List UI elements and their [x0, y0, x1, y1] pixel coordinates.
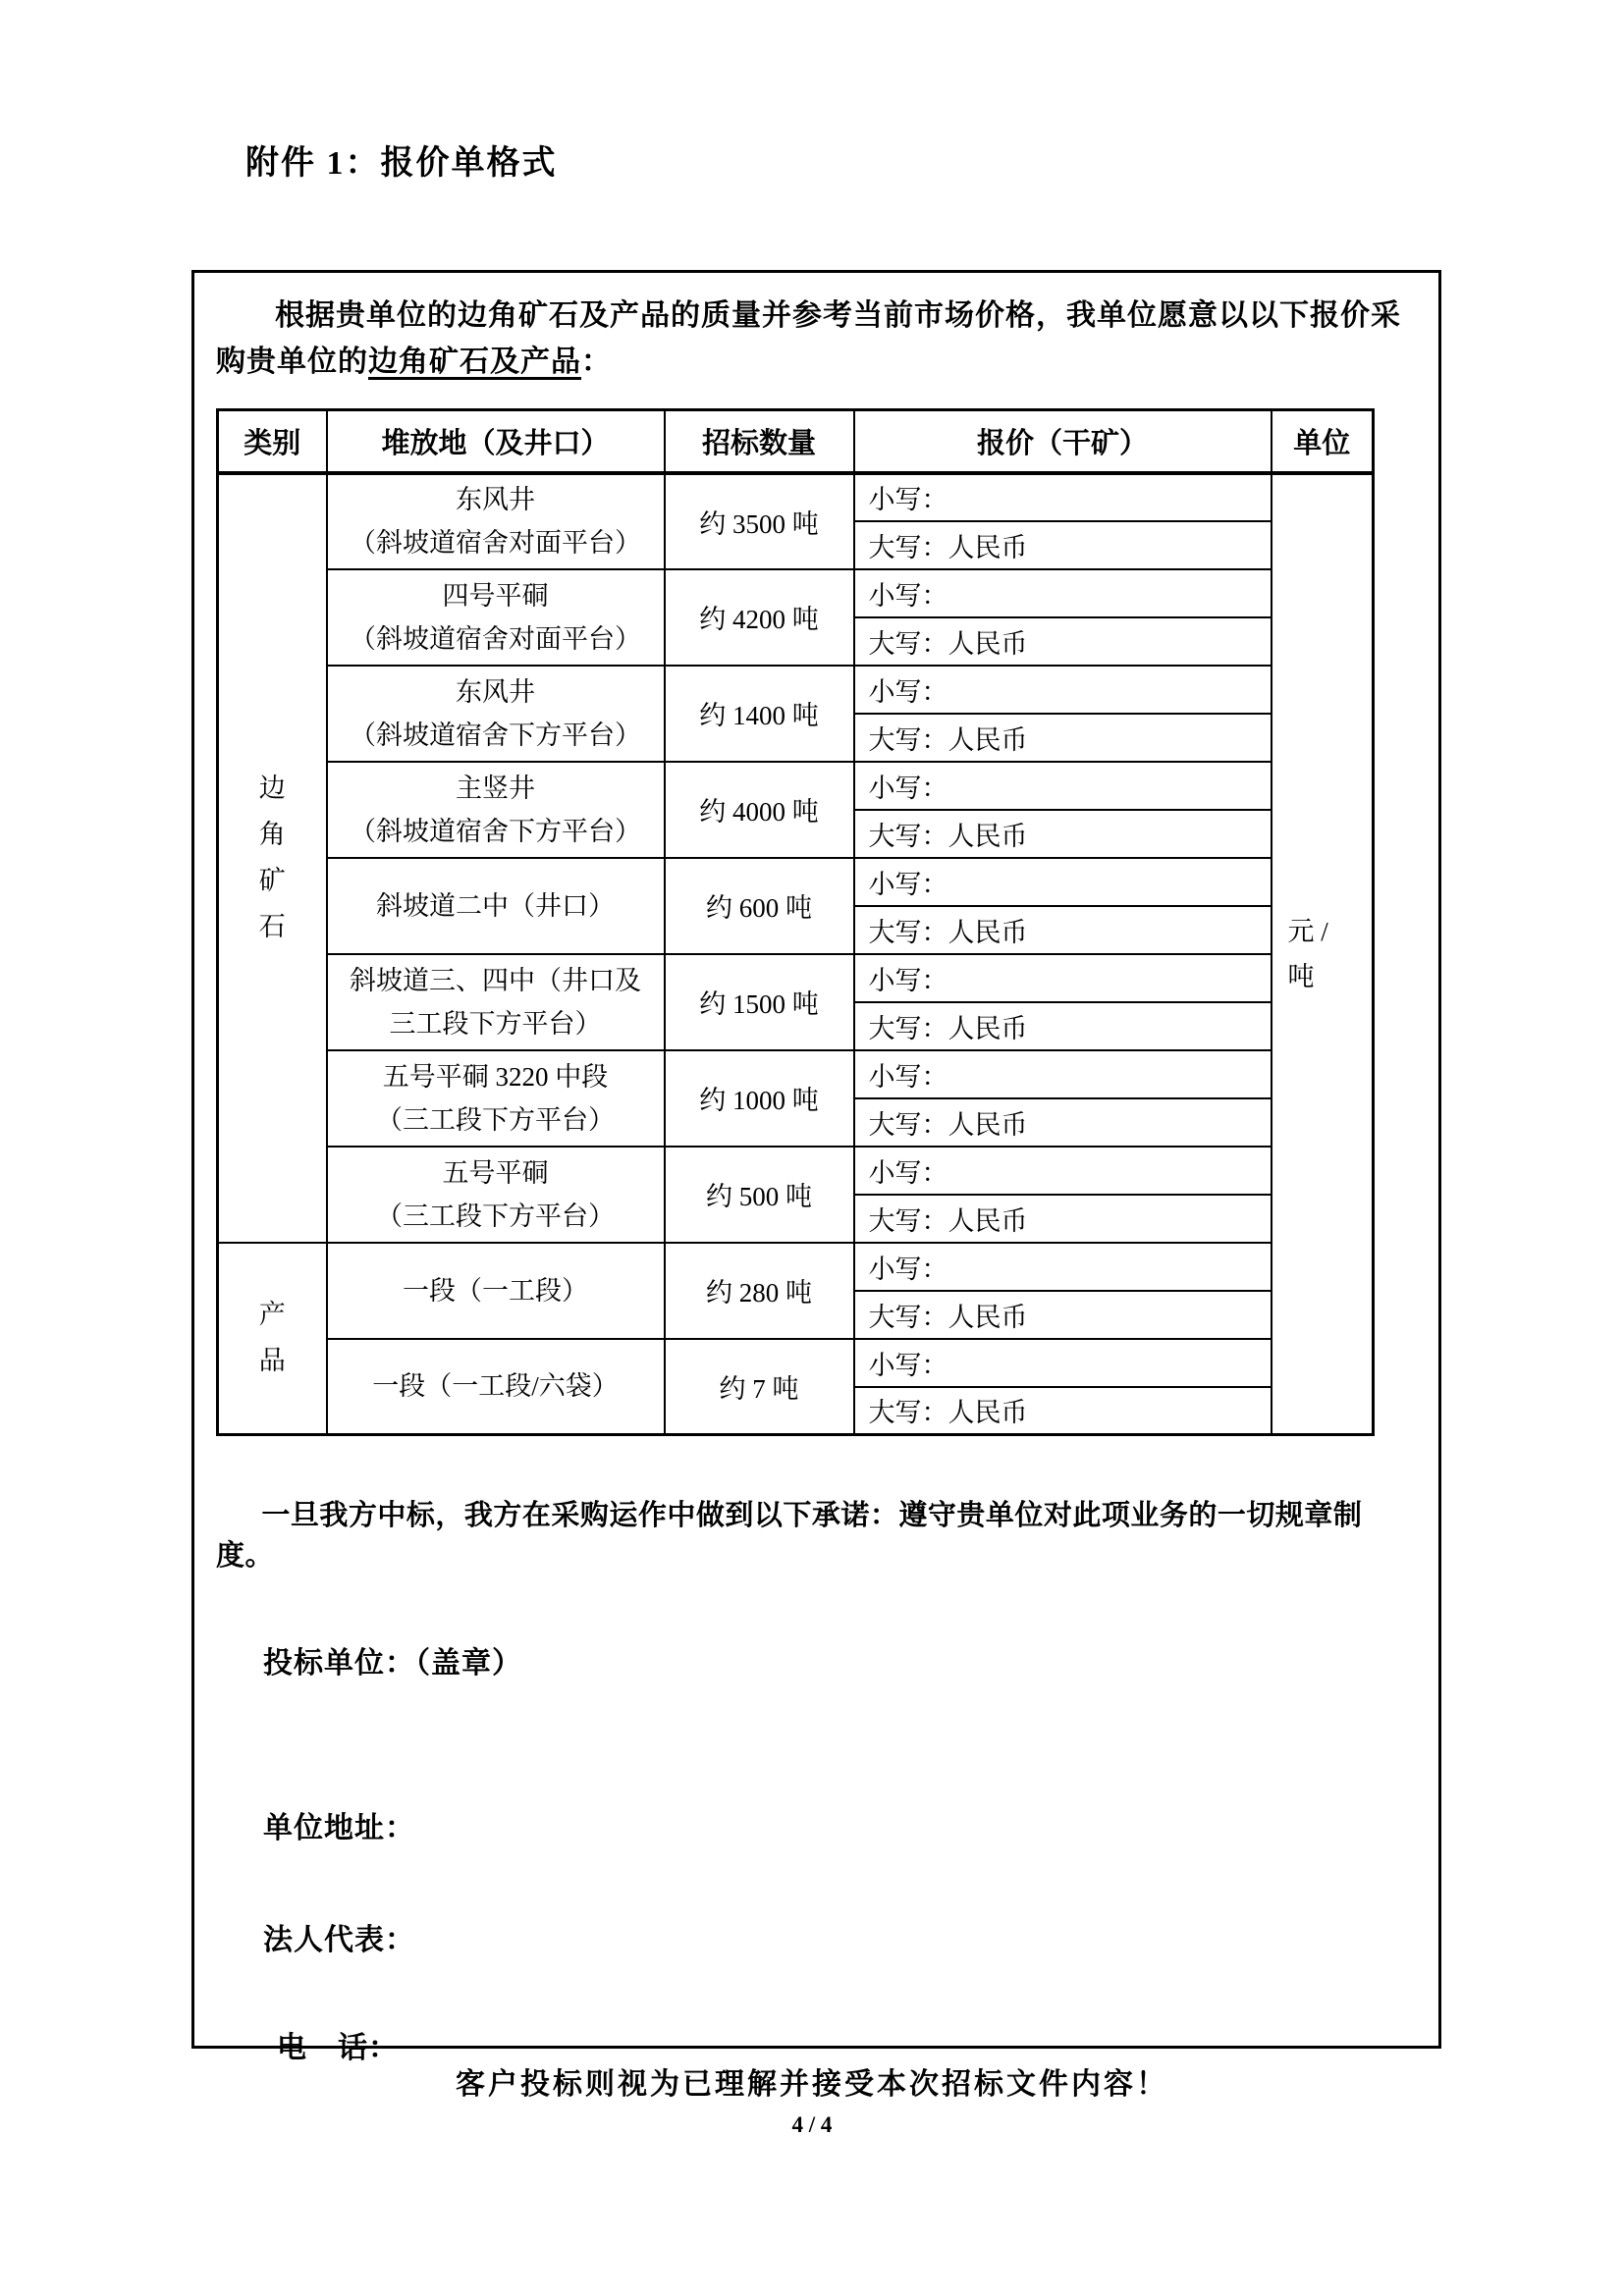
table-row	[218, 858, 1374, 906]
location-line2: 三工段下方平台）	[389, 1008, 602, 1039]
table-row	[218, 473, 1374, 521]
intro-text-part2: ：	[581, 346, 612, 378]
table-row	[218, 954, 1374, 1002]
category-cell	[218, 1243, 327, 1435]
category-label: 产品	[258, 1300, 286, 1376]
location-cell	[327, 1243, 665, 1339]
price-small-cell: 小写：	[854, 858, 1272, 906]
price-large-cell: 大写：人民币	[854, 617, 1272, 666]
location-line1: 东风井	[456, 676, 535, 707]
location-line2: （斜坡道宿舍下方平台）	[350, 816, 641, 846]
location-cell	[327, 473, 665, 569]
intro-text-underlined: 边角矿石及产品	[368, 346, 581, 378]
bidder-unit-label: 投标单位：（盖章）	[263, 1647, 522, 1680]
price-large-cell: 大写：人民币	[854, 1195, 1272, 1243]
header-quantity: 招标数量	[665, 410, 854, 473]
location-line1: 四号平硐	[442, 580, 549, 611]
location-cell	[327, 1339, 665, 1435]
quantity-cell: 约 500 吨	[665, 1147, 854, 1243]
page-title: 附件 1：报价单格式	[245, 145, 558, 182]
intro-text-part1: 根据贵单位的边角矿石及产品的质量并参考当前市场价格，我单位愿意以以下报价采购贵单位的	[216, 299, 1401, 378]
quotation-table	[216, 408, 1375, 1436]
unit-line2: 吨	[1287, 961, 1315, 991]
location-cell	[327, 666, 665, 762]
location-cell	[327, 858, 665, 954]
quotation-box	[191, 270, 1441, 2064]
price-large-cell: 大写：人民币	[854, 1002, 1272, 1050]
location-line1: 一段（一工段）	[403, 1275, 588, 1306]
location-cell	[327, 954, 665, 1050]
price-small-cell: 小写：	[854, 1339, 1272, 1387]
table-row	[218, 569, 1374, 617]
quantity-cell: 约 4000 吨	[665, 762, 854, 858]
price-large-cell: 大写：人民币	[854, 1387, 1272, 1435]
location-line2: （斜坡道宿舍下方平台）	[350, 720, 641, 750]
quantity-cell: 约 600 吨	[665, 858, 854, 954]
location-cell	[327, 1147, 665, 1243]
location-line1: 东风井	[456, 485, 535, 514]
header-quote: 报价（干矿）	[854, 410, 1272, 473]
intro-paragraph	[216, 293, 1417, 385]
category-cell	[218, 473, 327, 1243]
table-row	[218, 762, 1374, 810]
unit-cell	[1272, 473, 1374, 1435]
location-line2: （三工段下方平台）	[376, 1201, 615, 1231]
location-line2: （斜坡道宿舍对面平台）	[350, 623, 641, 654]
location-cell	[327, 569, 665, 666]
table-row	[218, 1339, 1374, 1387]
table-row	[218, 1050, 1374, 1098]
table-row	[218, 666, 1374, 714]
header-category: 类别	[218, 410, 327, 473]
price-large-cell: 大写：人民币	[854, 521, 1272, 569]
phone-label: 电 话：	[277, 2032, 399, 2064]
price-small-cell: 小写：	[854, 762, 1272, 810]
quantity-cell: 约 7 吨	[665, 1339, 854, 1435]
location-line2: （三工段下方平台）	[376, 1104, 615, 1135]
quantity-cell: 约 1000 吨	[665, 1050, 854, 1147]
location-cell	[327, 1050, 665, 1147]
price-large-cell: 大写：人民币	[854, 1098, 1272, 1147]
location-line1: 主竖井	[456, 773, 535, 803]
price-small-cell: 小写：	[854, 954, 1272, 1002]
quantity-cell: 约 1500 吨	[665, 954, 854, 1050]
price-large-cell: 大写：人民币	[854, 1291, 1272, 1339]
location-line1: 五号平硐	[442, 1157, 549, 1188]
page-number: 4 / 4	[791, 2112, 833, 2137]
price-large-cell: 大写：人民币	[854, 810, 1272, 858]
quantity-cell: 约 280 吨	[665, 1243, 854, 1339]
location-line1: 五号平硐 3220 中段	[382, 1061, 609, 1092]
quantity-cell: 约 1400 吨	[665, 666, 854, 762]
price-small-cell: 小写：	[854, 473, 1272, 521]
table-row	[218, 1243, 1374, 1291]
unit-address-label: 单位地址：	[263, 1812, 415, 1844]
category-label: 边角矿石	[258, 773, 286, 942]
location-line1: 斜坡道三、四中（井口及	[350, 965, 641, 995]
location-cell	[327, 762, 665, 858]
commitment-statement: 一旦我方中标，我方在采购运作中做到以下承诺：遵守贵单位对此项业务的一切规章制度。	[216, 1500, 1363, 1572]
price-large-cell: 大写：人民币	[854, 906, 1272, 954]
header-unit: 单位	[1272, 410, 1374, 473]
table-row	[218, 1147, 1374, 1195]
table-header-row	[218, 410, 1374, 473]
footer-note: 客户投标则视为已理解并接受本次招标文件内容！	[456, 2068, 1168, 2101]
quantity-cell: 约 4200 吨	[665, 569, 854, 666]
price-small-cell: 小写：	[854, 1050, 1272, 1098]
unit-line1: 元 /	[1287, 916, 1328, 946]
price-small-cell: 小写：	[854, 569, 1272, 617]
legal-representative-label: 法人代表：	[263, 1924, 415, 1956]
quantity-cell: 约 3500 吨	[665, 473, 854, 569]
price-large-cell: 大写：人民币	[854, 714, 1272, 762]
header-location: 堆放地（及井口）	[327, 410, 665, 473]
price-small-cell: 小写：	[854, 1147, 1272, 1195]
price-small-cell: 小写：	[854, 1243, 1272, 1291]
location-line2: （斜坡道宿舍对面平台）	[350, 528, 641, 558]
location-line1: 一段（一工段/六袋）	[372, 1371, 619, 1402]
price-small-cell: 小写：	[854, 666, 1272, 714]
location-line1: 斜坡道二中（井口）	[376, 890, 615, 921]
